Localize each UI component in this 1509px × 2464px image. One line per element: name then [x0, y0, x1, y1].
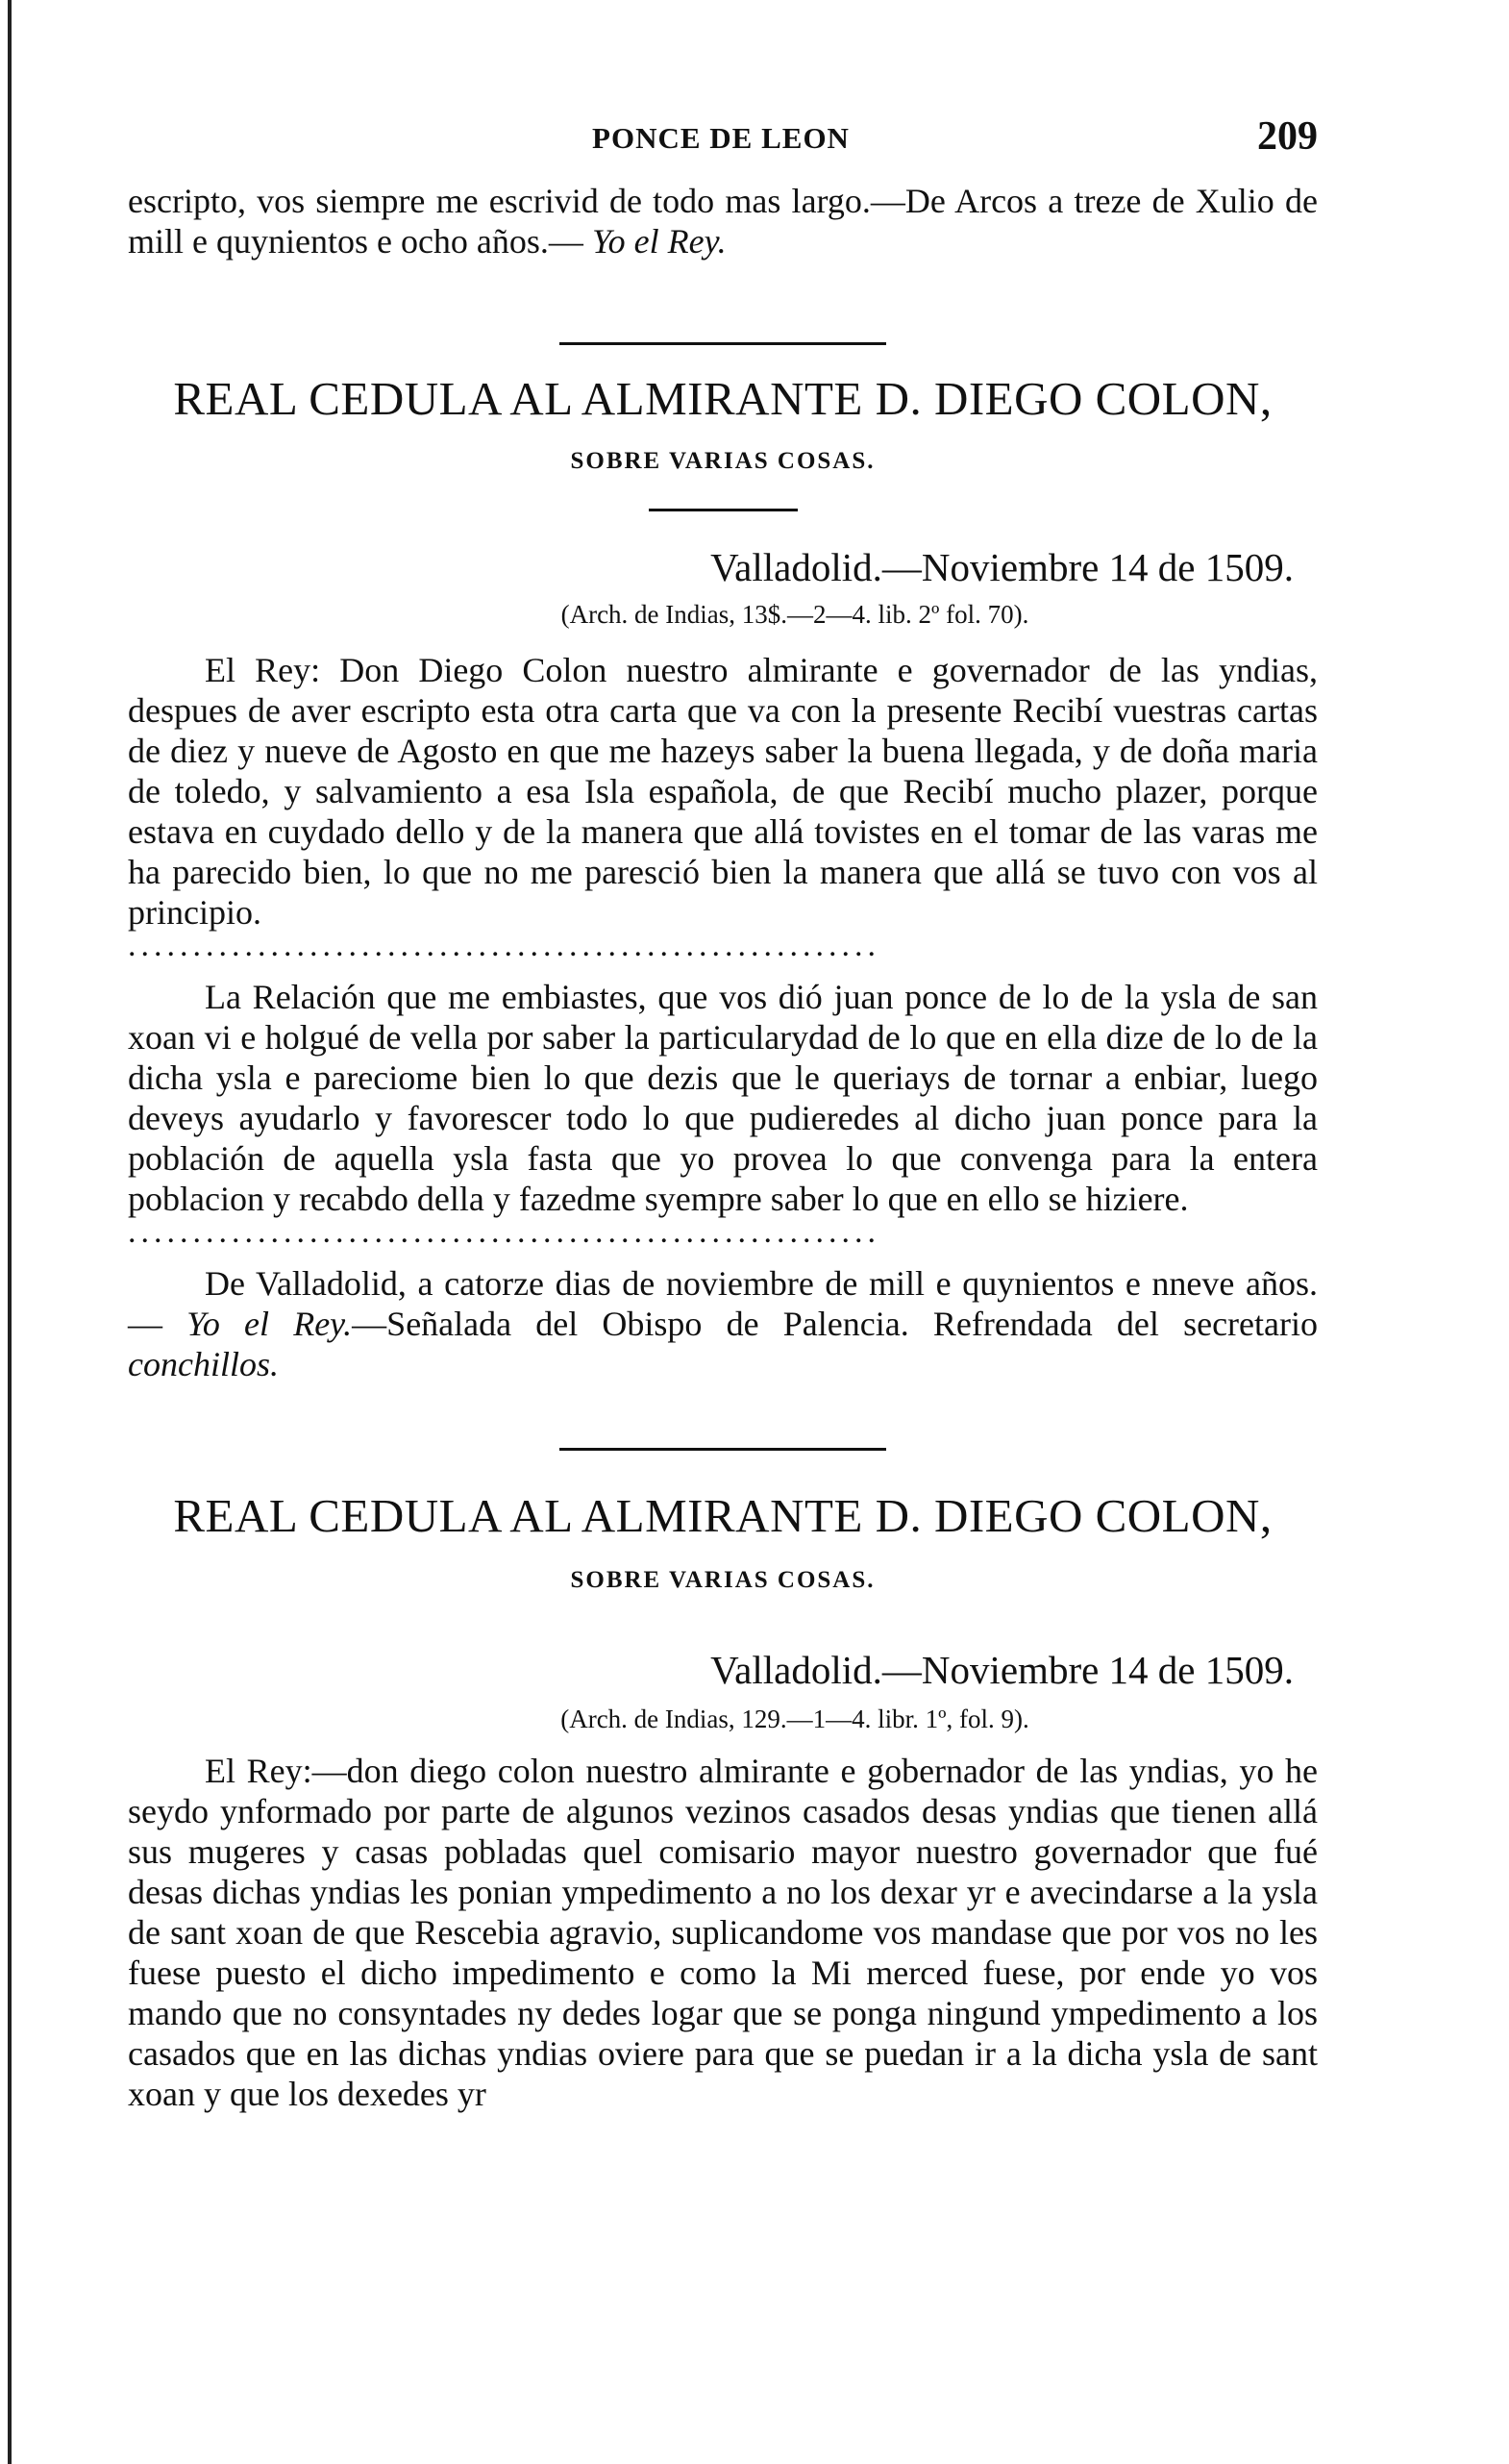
closing-text: De Valladolid, a catorze dias de noviembre de mill e quynientos e nneve años.— [128, 1264, 1318, 1343]
closing-signature: Yo el Rey. [186, 1305, 353, 1343]
closing-text-continued: —Señalada del Obispo de Palencia. Refrendada del secretario [352, 1305, 1318, 1343]
opening-text: escripto, vos siempre me escrivid de todo mas largo.—De Arcos a treze de Xulio de mill e quynientos e ocho años.— [128, 182, 1318, 261]
secretary-name: conchillos. [128, 1345, 279, 1383]
running-title: PONCE DE LEON [592, 121, 850, 155]
letter-paragraph: El Rey: Don Diego Colon nuestro almirante e governador de las yndias, despues de aver escripto esta otra carta que va con la presente Recibí vuestras cartas de diez y nueve de Agosto en que me hazeys saber la buena llegada, y de doña maria de toledo, y salvamiento a esa Isla española, de que Recibí mucho plazer, porque estava en cuydado dello y de la manera que allá tovistes en el tomar de las varas me ha parecido bien, lo que no me paresció bien la manera que allá se tuvo con vos al principio. [128, 651, 1318, 932]
page-content [128, 113, 1318, 2114]
page-edge-rule [8, 0, 12, 2464]
opening-paragraph [128, 181, 1318, 261]
section-subtitle: SOBRE VARIAS COSAS. [570, 448, 876, 474]
letter-paragraph: La Relación que me embiastes, que vos dió juan ponce de lo de la ysla de san xoan vi e holgué de vella por saber la particularydad de lo que en ella dize de lo de la dicha ysla e pareciome bien lo que dezis que le queriays de tornar a enbiar, luego deveys ayudarlo y favorescer todo lo que pudieredes al dicho juan ponce para la población de aquella ysla fasta que yo provea lo que convenga para la entera poblacion y recabdo della y fazedme syempre saber lo que en ello se hiziere. [128, 978, 1318, 1218]
section-title: REAL CEDULA AL ALMIRANTE D. DIEGO COLON, [173, 372, 1273, 425]
closing-paragraph [128, 1263, 1318, 1384]
ellipsis-line: .......................................................... [128, 933, 880, 959]
archive-source: (Arch. de Indias, 129.—1—4. libr. 1º, fol. 9). [560, 1705, 1029, 1733]
ellipsis-line: .......................................................... [128, 1219, 880, 1246]
running-header [128, 113, 1318, 169]
archive-source: (Arch. de Indias, 13$.—2—4. lib. 2º fol. 70). [560, 600, 1029, 629]
section-title: REAL CEDULA AL ALMIRANTE D. DIEGO COLON, [173, 1489, 1273, 1542]
page-number: 209 [1257, 114, 1318, 159]
dateline: Valladolid.—Noviembre 14 de 1509. [710, 545, 1294, 589]
letter-paragraph: El Rey:—don diego colon nuestro almirante e gobernador de las yndias, yo he seydo ynformado por parte de algunos vezinos casados desas yndias que tienen allá sus mugeres y casas pobladas quel comisario mayor nuestro governador que fué desas dichas yndias les ponian ympedimento a no los dexar yr e avecindarse a la ysla de sant xoan de que Rescebia agravio, suplicandome vos mandase que por vos no les fuese puesto el dicho impedimento e como la Mi merced fuese, por ende yo vos mando que no consyntades ny dedes logar que se ponga ningund ympedimento a los casados que en las dichas yndias oviere para que se puedan ir a la dicha ysla de sant xoan y que los dexedes yr [128, 1752, 1318, 2113]
opening-signature: Yo el Rey. [591, 222, 727, 261]
dateline: Valladolid.—Noviembre 14 de 1509. [710, 1648, 1294, 1692]
section-subtitle: SOBRE VARIAS COSAS. [570, 1567, 876, 1593]
